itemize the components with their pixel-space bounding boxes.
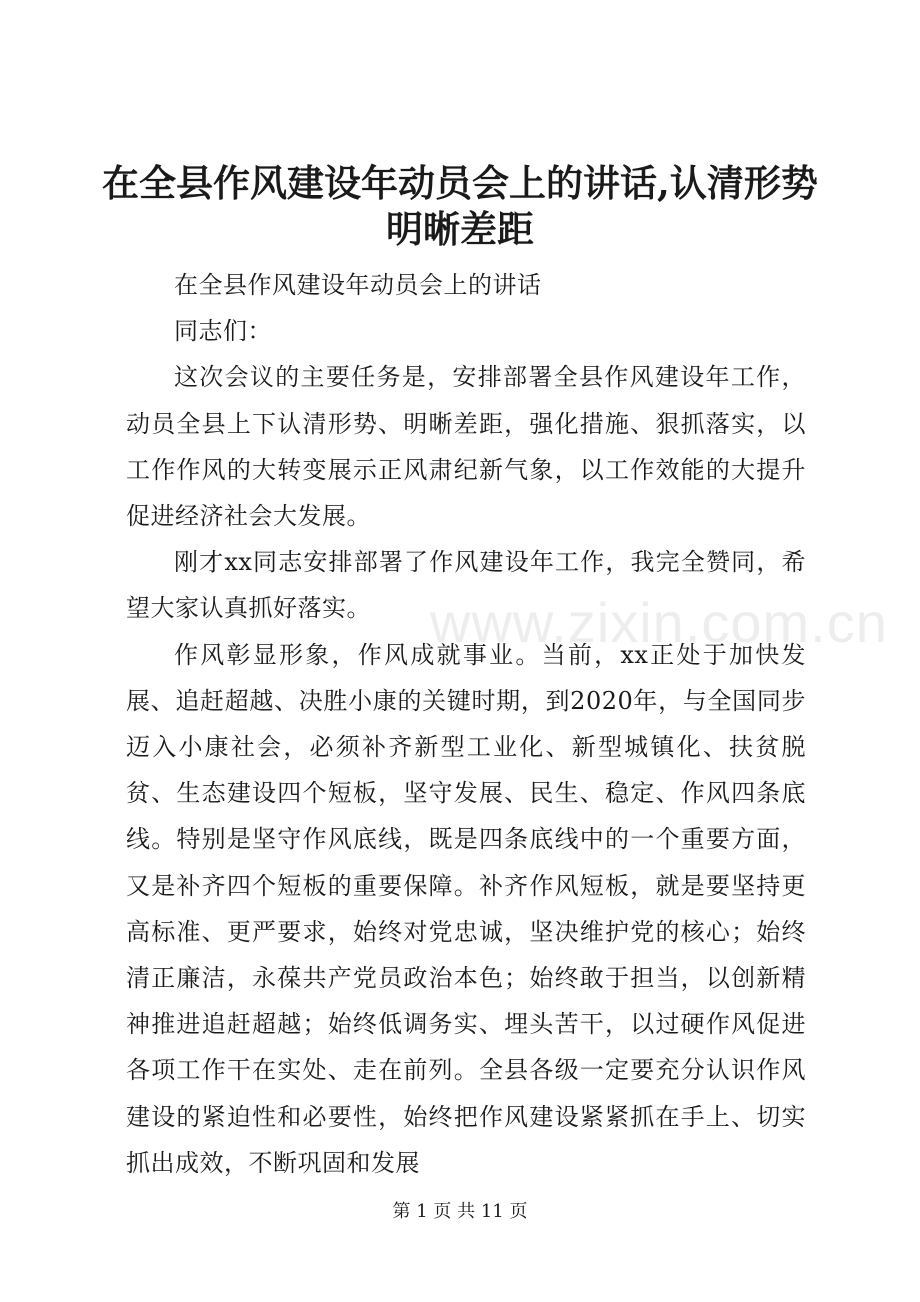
watermark: www.zixin.com.cn bbox=[430, 591, 888, 654]
body-paragraph: 这次会议的主要任务是，安排部署全县作风建设年工作，动员全县上下认清形势、明晰差距，强化措施、狠抓落实，以工作作风的大转变展示正风肃纪新气象，以工作效能的大提升促进经济社会大发展。 bbox=[126, 363, 806, 531]
document-body bbox=[126, 262, 806, 1186]
title-line-1: 在全县作风建设年动员会上的讲话,认清形势 bbox=[102, 161, 818, 205]
body-paragraph: 作风彰显形象，作风成就事业。当前，xx正处于加快发展、追赶超越、决胜小康的关键时期，到2020年，与全国同步迈入小康社会，必须补齐新型工业化、新型城镇化、扶贫脱贫、生态建设四个短板，坚守发展、民生、稳定、作风四条底线。特别是坚守作风底线，既是四条底线中的一个重要方面，又是补齐四个短板的重要保障。补齐作风短板，就是要坚持更高标准、更严要求，始终对党忠诚，坚决维护党的核心；始终清正廉洁，永葆共产党员政治本色；始终敢于担当，以创新精神推进追赶超越；始终低调务实、埋头苦干，以过硬作风促进各项工作干在实处、走在前列。全县各级一定要充分认识作风建设的紧迫性和必要性，始终把作风建设紧紧抓在手上、切实抓出成效，不断巩固和发展 bbox=[126, 640, 806, 1177]
page-footer bbox=[0, 1200, 920, 1224]
salutation-paragraph: 同志们： bbox=[174, 317, 272, 346]
document-title bbox=[100, 160, 820, 252]
title-line-2: 明晰差距 bbox=[386, 207, 534, 251]
page-number-label: 第 1 页 共 11 页 bbox=[392, 1201, 528, 1222]
subtitle-paragraph: 在全县作风建设年动员会上的讲话 bbox=[174, 271, 542, 299]
body-paragraph: 刚才xx同志安排部署了作风建设年工作，我完全赞同，希望大家认真抓好落实。 bbox=[126, 548, 806, 623]
